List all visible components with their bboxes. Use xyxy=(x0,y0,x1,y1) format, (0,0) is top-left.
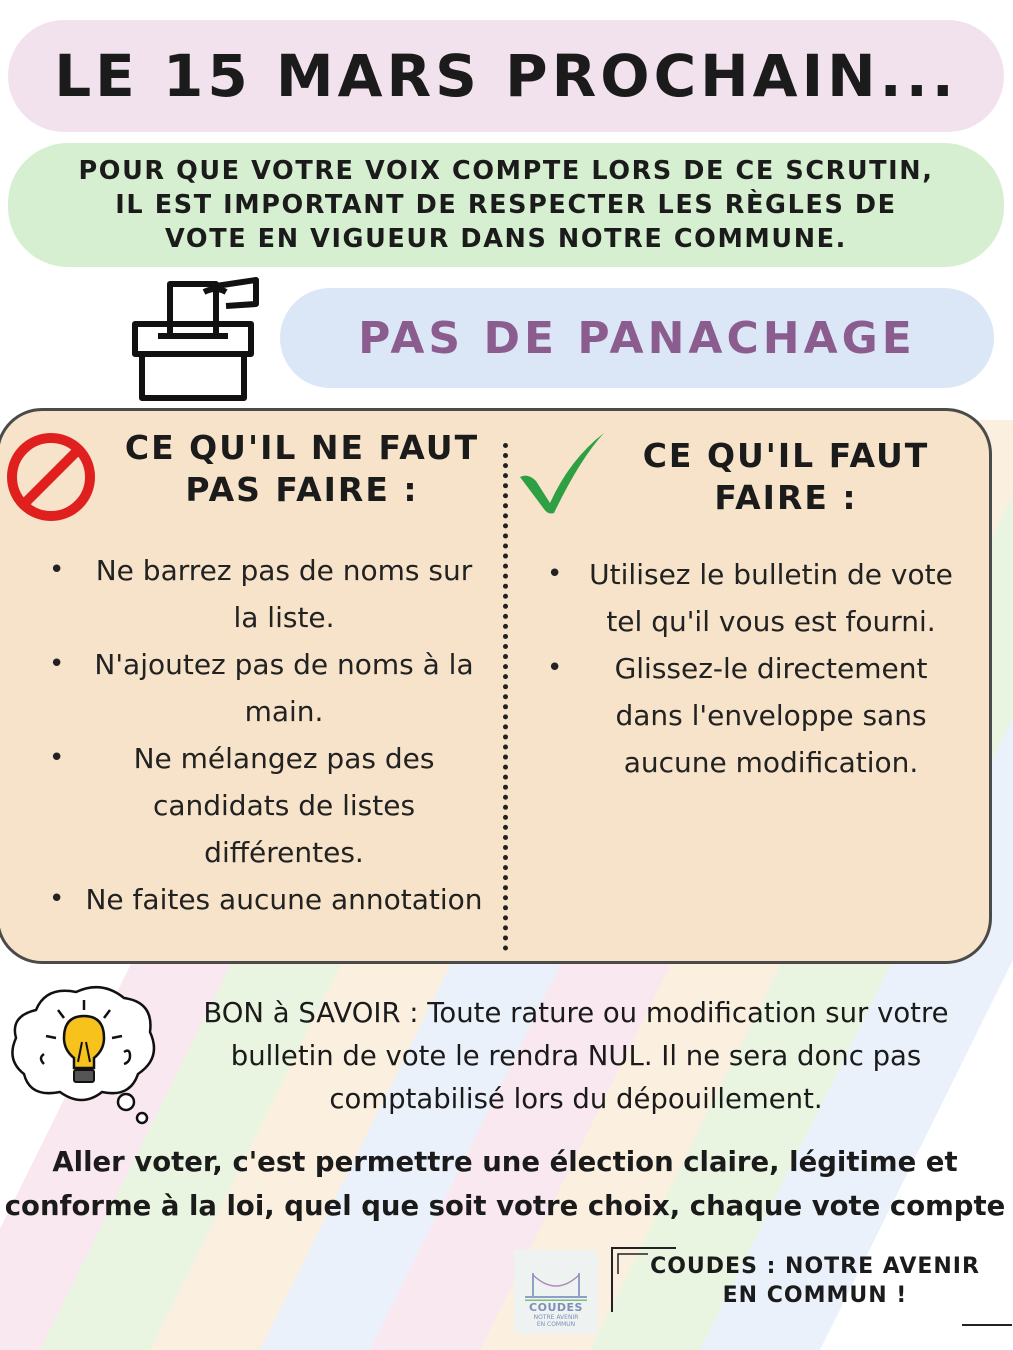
subtitle: PAS DE PANACHAGE xyxy=(358,312,916,364)
bullet: • xyxy=(49,555,65,585)
list-item-text: Glissez-le directement dans l'enveloppe sans aucune modification. xyxy=(614,652,928,779)
list-item xyxy=(49,641,487,735)
lightbulb-thought-icon xyxy=(6,980,158,1126)
intro-line: POUR QUE VOTRE VOIX COMPTE LORS DE CE SCRUTIN, xyxy=(78,156,934,186)
list-item-text: N'ajoutez pas de noms à la main. xyxy=(94,648,474,728)
bullet: • xyxy=(49,649,65,679)
intro-line: IL EST IMPORTANT DE RESPECTER LES RÈGLES DE xyxy=(115,190,897,220)
rules-panel xyxy=(0,408,992,964)
dont-heading-line: CE QU'IL NE FAUT xyxy=(124,428,480,467)
list-item-text: Ne mélangez pas des candidats de listes différentes. xyxy=(133,742,435,869)
logo-sub: NOTRE AVENIR xyxy=(533,1314,579,1321)
intro-line: VOTE EN VIGUEUR DANS NOTRE COMMUNE. xyxy=(165,224,847,254)
bridge-icon xyxy=(523,1267,589,1301)
bullet: • xyxy=(49,743,65,773)
list-item-text: Ne faites aucune annotation xyxy=(85,883,483,916)
tip-text: BON à SAVOIR : Toute rature ou modification sur votre bulletin de vote le rendra NUL. Il ne sera donc pas comptabilisé lors du dépouillement. xyxy=(203,997,949,1115)
bullet: • xyxy=(547,653,563,683)
ballot-box-icon xyxy=(130,272,265,404)
list-item xyxy=(547,645,963,786)
do-heading-line: FAIRE : xyxy=(714,478,858,517)
do-heading-line: CE QU'IL FAUT xyxy=(642,436,930,475)
list-item xyxy=(49,547,487,641)
slogan-line: COUDES : NOTRE AVENIR xyxy=(650,1254,980,1279)
logo-name: COUDES xyxy=(529,1301,583,1314)
bullet: • xyxy=(49,884,65,914)
subtitle-banner xyxy=(280,288,994,388)
logo-sub: EN COMMUN xyxy=(536,1321,576,1328)
column-divider xyxy=(503,443,508,951)
do-heading xyxy=(601,435,971,519)
list-item xyxy=(547,551,963,645)
list-item xyxy=(49,876,487,923)
page-title: LE 15 MARS PROCHAIN... xyxy=(54,42,958,110)
campaign-logo xyxy=(514,1250,598,1334)
slogan-line: EN COMMUN ! xyxy=(722,1283,908,1308)
list-item xyxy=(49,735,487,876)
intro-text xyxy=(79,154,934,256)
forbidden-icon xyxy=(5,431,97,523)
dont-heading-line: PAS FAIRE : xyxy=(185,470,419,509)
title-banner xyxy=(8,20,1004,132)
intro-banner xyxy=(8,143,1004,267)
closing-text: Aller voter, c'est permettre une élection claire, légitime et conforme à la loi, quel que soit votre choix, chaque vote compte xyxy=(4,1146,1006,1222)
bullet: • xyxy=(547,559,563,589)
slogan xyxy=(610,1252,1013,1310)
dont-list xyxy=(49,547,487,923)
checkmark-icon xyxy=(514,429,608,515)
list-item-text: Utilisez le bulletin de vote tel qu'il vous est fourni. xyxy=(589,558,953,638)
dont-heading xyxy=(107,427,497,511)
slogan-underline xyxy=(962,1324,1012,1326)
do-list xyxy=(547,551,963,786)
list-item-text: Ne barrez pas de noms sur la liste. xyxy=(95,554,473,634)
